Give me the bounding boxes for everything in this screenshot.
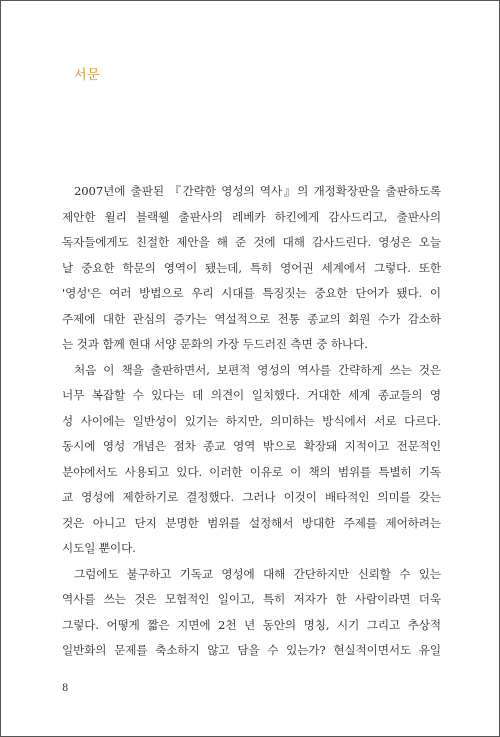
text-line: 주제에 대한 관심의 증가는 역설적으로 전통 종교의 회원 수가 감소하 [62,311,441,326]
chapter-heading: 서문 [74,68,101,83]
text-line: 시도일 뿐이다. [62,541,136,555]
text-line: 2007년에 출판된 『간략한 영성의 역사』의 개정확장판을 출판하도록 [74,184,441,198]
body-text [62,179,441,664]
text-line: 분야에서도 사용되고 있다. 이러한 이유로 이 책의 범위를 특별히 기독 [62,464,441,479]
text-line: 동시에 영성 개념은 점차 종교 영역 밖으로 확장돼 지적이고 전문적인 [62,439,441,453]
text-line: 일반화의 문제를 축소하지 않고 담을 수 있는가? 현실적이면서도 유일 [62,643,441,657]
text-line: 처음 이 책을 출판하면서, 보편적 영성의 역사를 간략하게 쓰는 것은 [74,362,441,377]
text-line: 것은 아니고 단지 분명한 범위를 설정해서 방대한 주제를 제어하려는 [62,515,441,530]
text-line: 역사를 쓰는 것은 모험적인 일이고, 특히 저자가 한 사람이라면 더욱 [62,592,441,606]
text-line: 제안한 윌리 블랙웰 출판사의 레베카 하킨에게 감사드리고, 출판사의 [62,209,441,224]
text-line: '영성'은 여러 방법으로 우리 시대를 특징짓는 중요한 단어가 됐다. 이 [62,286,441,300]
text-line: 교 영성에 제한하기로 결정했다. 그러나 이것이 배타적인 의미를 갖는 [62,490,441,504]
text-line: 성 사이에는 일반성이 있기는 하지만, 의미하는 방식에서 서로 다르다. [62,413,441,428]
text-line: 는 것과 함께 현대 서양 문화의 가장 두드러진 측면 중 하나다. [62,337,368,351]
text-line: 너무 복잡할 수 있다는 데 의견이 일치했다. 거대한 세계 종교들의 영 [62,388,441,402]
text-line: 그렇다. 어떻게 짧은 지면에 2천 년 동안의 명칭, 시기 그리고 추상적 [62,617,441,632]
page-number: 8 [62,683,69,694]
text-line: 그럼에도 불구하고 기독교 영성에 대해 간단하지만 신뢰할 수 있는 [74,566,441,581]
text-line: 날 중요한 학문의 영역이 됐는데, 특히 영어권 세계에서 그렇다. 또한 [62,260,441,275]
text-line: 독자들에게도 친절한 제안을 해 준 것에 대해 감사드린다. 영성은 오늘 [62,235,441,249]
